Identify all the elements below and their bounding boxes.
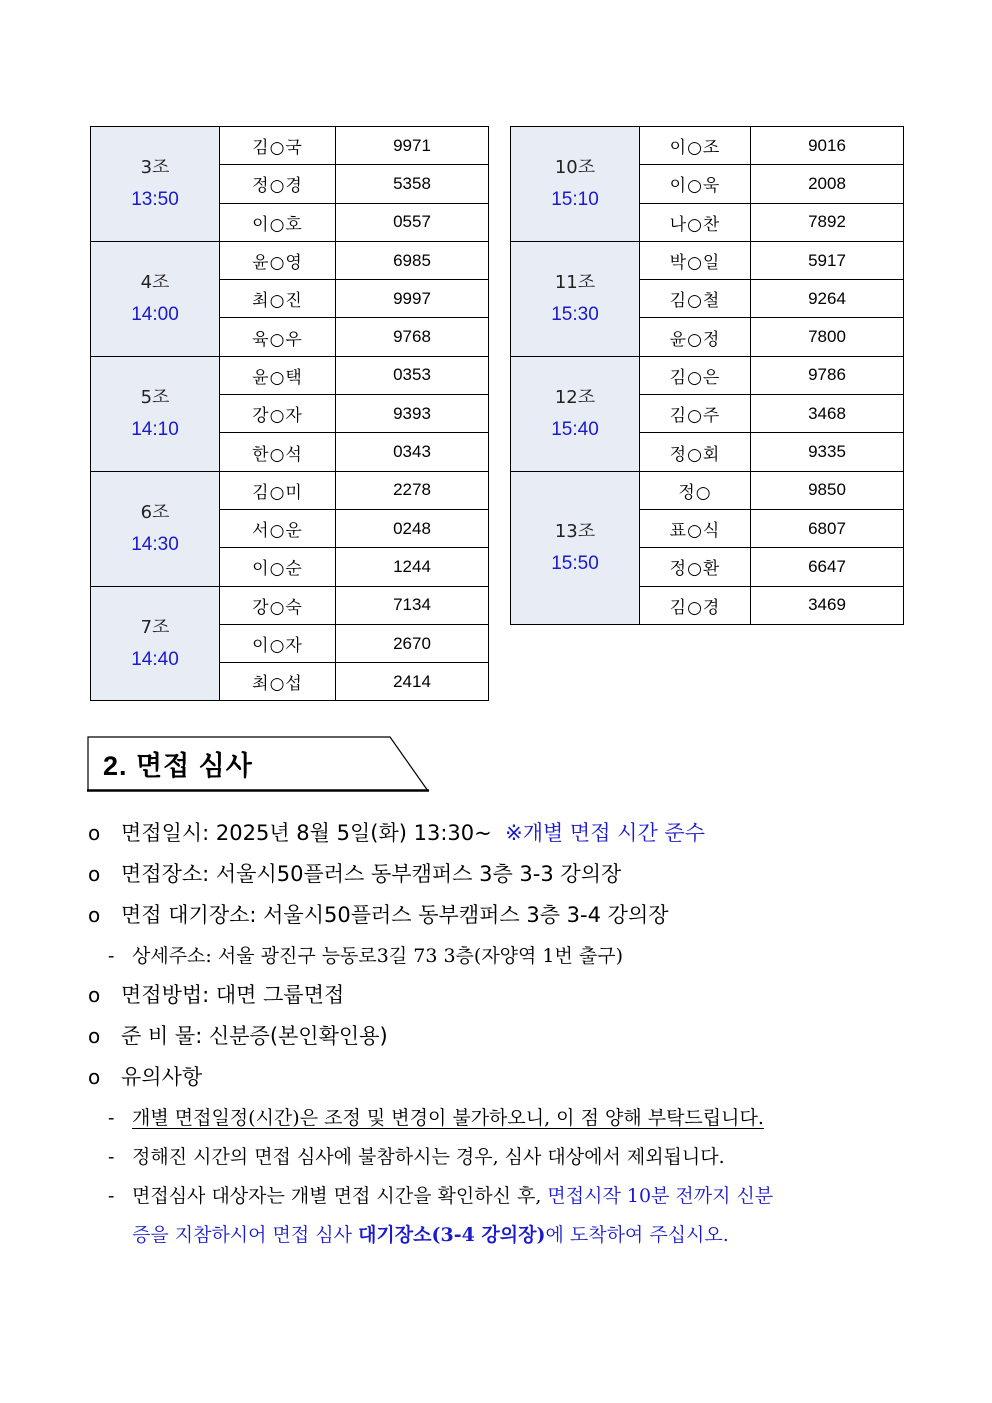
member-code: 2008 (751, 165, 904, 203)
table-row (511, 471, 904, 509)
member-code: 5358 (336, 165, 489, 203)
member-name: 김○국 (220, 127, 336, 165)
address-text: 상세주소: 서울 광진구 능동로3길 73 3층(자양역 1번 출구) (132, 945, 624, 967)
member-code: 0557 (336, 203, 489, 241)
interview-schedule-table-right (510, 126, 904, 625)
info-materials (88, 1017, 918, 1058)
member-code: 3469 (751, 586, 904, 624)
member-code: 7134 (336, 586, 489, 624)
info-waiting-room (88, 896, 918, 937)
member-name: 김○미 (220, 471, 336, 509)
method-text: 면접방법: 대면 그룹면접 (121, 983, 345, 1007)
bullet-circle-icon: o (88, 983, 101, 1007)
table-row (91, 471, 489, 509)
waiting-room-text: 면접 대기장소: 서울시50플러스 동부캠퍼스 3층 3-4 강의장 (121, 903, 669, 927)
member-code: 6985 (336, 241, 489, 279)
member-code: 9393 (336, 395, 489, 433)
member-name: 윤○영 (220, 241, 336, 279)
table-row (91, 356, 489, 394)
note-3-highlight-cont: 증을 지참하시어 면접 심사 (132, 1224, 359, 1246)
schedule-body-left (91, 127, 489, 701)
member-code: 6647 (751, 548, 904, 586)
group-cell (511, 356, 640, 471)
group-time: 15:40 (551, 418, 599, 440)
member-name: 김○경 (640, 586, 751, 624)
member-name: 이○호 (220, 203, 336, 241)
member-code: 6807 (751, 509, 904, 547)
interview-schedule-table-left (90, 126, 489, 701)
member-name: 정○ (640, 471, 751, 509)
member-name: 정○경 (220, 165, 336, 203)
note-2-text: 정해진 시간의 면접 심사에 불참하시는 경우, 심사 대상에서 제외됩니다. (132, 1146, 725, 1168)
group-cell (91, 356, 220, 471)
info-address (88, 937, 918, 976)
interview-info-list (88, 814, 918, 1255)
info-notes-title (88, 1058, 918, 1099)
table-row (511, 127, 904, 165)
member-name: 강○숙 (220, 586, 336, 624)
table-row (511, 356, 904, 394)
member-code: 9850 (751, 471, 904, 509)
dash-icon: - (108, 1107, 115, 1129)
notes-title-text: 유의사항 (121, 1065, 203, 1089)
interview-date-note: ※개별 면접 시간 준수 (505, 821, 706, 845)
note-3-end: 에 도착하여 주십시오. (545, 1224, 729, 1246)
member-code: 0353 (336, 356, 489, 394)
group-name: 4조 (140, 271, 170, 293)
note-item-3-continued (88, 1216, 918, 1255)
bullet-circle-icon: o (88, 862, 101, 886)
member-name: 이○욱 (640, 165, 751, 203)
note-item-2 (88, 1138, 918, 1177)
member-code: 9335 (751, 433, 904, 471)
venue-text: 면접장소: 서울시50플러스 동부캠퍼스 3층 3-3 강의장 (121, 862, 622, 886)
interview-date-text: 면접일시: 2025년 8월 5일(화) 13:30~ (121, 821, 492, 845)
note-item-3 (88, 1177, 918, 1216)
table-row (91, 127, 489, 165)
member-name: 최○섭 (220, 663, 336, 701)
schedule-body-right (511, 127, 904, 625)
group-time: 14:40 (131, 648, 179, 670)
group-name: 13조 (554, 520, 596, 542)
member-name: 강○자 (220, 395, 336, 433)
table-row (91, 241, 489, 279)
group-cell (511, 471, 640, 624)
group-name: 3조 (140, 156, 170, 178)
group-time: 14:30 (131, 533, 179, 555)
table-row (91, 586, 489, 624)
dash-icon: - (108, 1146, 115, 1168)
member-name: 이○조 (640, 127, 751, 165)
member-code: 0343 (336, 433, 489, 471)
member-name: 최○진 (220, 280, 336, 318)
member-code: 2670 (336, 624, 489, 662)
member-name: 윤○택 (220, 356, 336, 394)
member-code: 9971 (336, 127, 489, 165)
group-time: 13:50 (131, 188, 179, 210)
member-name: 서○운 (220, 509, 336, 547)
bullet-circle-icon: o (88, 1024, 101, 1048)
group-time: 14:10 (131, 418, 179, 440)
group-cell (91, 471, 220, 586)
section-title: 2. 면접 심사 (103, 751, 253, 781)
member-code: 3468 (751, 395, 904, 433)
member-name: 정○회 (640, 433, 751, 471)
member-name: 나○찬 (640, 203, 751, 241)
info-interview-venue (88, 855, 918, 896)
group-name: 12조 (554, 386, 596, 408)
section-header (87, 736, 429, 792)
materials-text: 준 비 물: 신분증(본인확인용) (121, 1024, 388, 1048)
member-code: 9768 (336, 318, 489, 356)
member-name: 표○식 (640, 509, 751, 547)
member-name: 한○석 (220, 433, 336, 471)
group-cell (91, 241, 220, 356)
group-name: 10조 (554, 156, 596, 178)
bullet-circle-icon: o (88, 821, 101, 845)
member-code: 1244 (336, 548, 489, 586)
member-name: 이○순 (220, 548, 336, 586)
group-cell (91, 127, 220, 242)
note-3-text: 면접심사 대상자는 개별 면접 시간을 확인하신 후, (132, 1185, 548, 1207)
group-time: 15:10 (551, 188, 599, 210)
group-cell (511, 241, 640, 356)
member-code: 9264 (751, 280, 904, 318)
table-row (511, 241, 904, 279)
member-name: 육○우 (220, 318, 336, 356)
member-code: 9786 (751, 356, 904, 394)
member-name: 윤○정 (640, 318, 751, 356)
group-time: 14:00 (131, 303, 179, 325)
info-method (88, 976, 918, 1017)
group-cell (91, 586, 220, 701)
group-name: 11조 (554, 271, 596, 293)
group-time: 15:30 (551, 303, 599, 325)
member-name: 김○은 (640, 356, 751, 394)
member-name: 이○자 (220, 624, 336, 662)
bullet-circle-icon: o (88, 1065, 101, 1089)
member-code: 7892 (751, 203, 904, 241)
member-code: 9016 (751, 127, 904, 165)
member-name: 박○일 (640, 241, 751, 279)
member-code: 7800 (751, 318, 904, 356)
member-code: 0248 (336, 509, 489, 547)
member-name: 김○주 (640, 395, 751, 433)
member-code: 9997 (336, 280, 489, 318)
note-3-waiting-room: 대기장소(3-4 강의장) (358, 1224, 546, 1246)
note-item-1 (88, 1099, 918, 1138)
member-code: 2278 (336, 471, 489, 509)
note-1-text: 개별 면접일정(시간)은 조정 및 변경이 불가하오니, 이 점 양해 부탁드립니다. (132, 1107, 764, 1129)
group-name: 5조 (140, 386, 170, 408)
group-cell (511, 127, 640, 242)
info-interview-date (88, 814, 918, 855)
member-name: 김○철 (640, 280, 751, 318)
bullet-circle-icon: o (88, 903, 101, 927)
dash-icon: - (108, 945, 115, 967)
member-code: 5917 (751, 241, 904, 279)
group-name: 7조 (140, 616, 170, 638)
member-code: 2414 (336, 663, 489, 701)
note-3-highlight: 면접시작 10분 전까지 신분 (547, 1185, 774, 1207)
member-name: 정○환 (640, 548, 751, 586)
group-name: 6조 (140, 501, 170, 523)
dash-icon: - (108, 1185, 115, 1207)
group-time: 15:50 (551, 552, 599, 574)
